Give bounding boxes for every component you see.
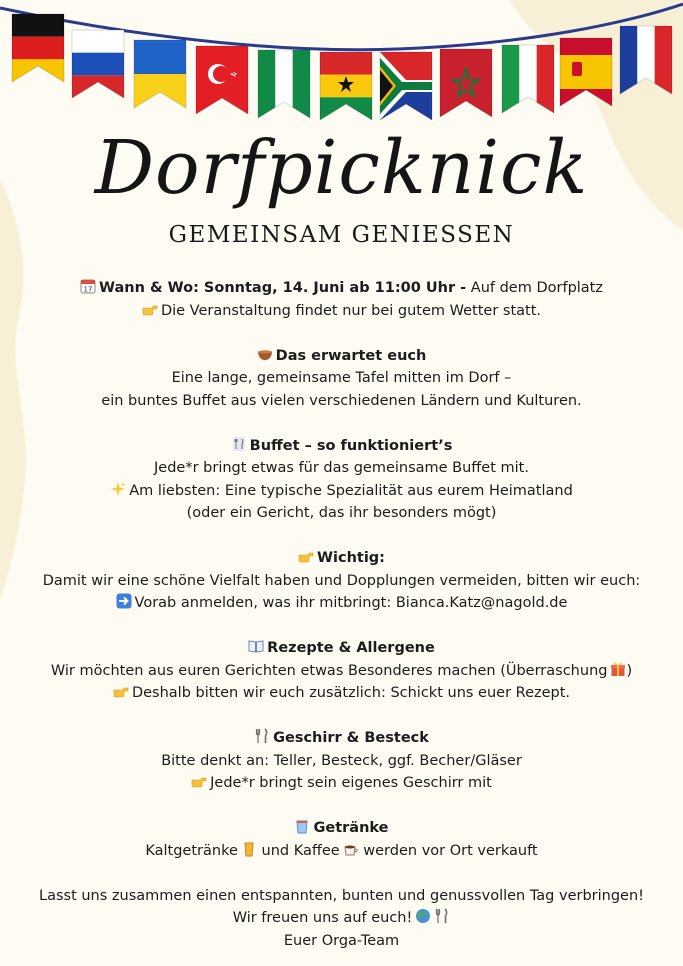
recipes-heading: Rezepte & Allergene — [267, 640, 435, 656]
drinks-line — [0, 840, 683, 863]
drinks-heading-line — [0, 817, 683, 840]
nigeria-flag — [258, 50, 310, 118]
dishes-heading-line — [0, 727, 683, 750]
ghana-flag — [320, 52, 372, 120]
globe-icon — [415, 908, 431, 924]
coffee-icon — [343, 841, 359, 857]
important-heading: Wichtig: — [317, 550, 385, 566]
dishes-heading: Geschirr & Besteck — [273, 730, 429, 746]
buffet-specialty: Am liebsten: Eine typische Spezialität aus eurem Heimatland — [129, 482, 573, 499]
open-book-icon — [248, 638, 264, 654]
france-flag — [620, 26, 672, 94]
recipes-line-1 — [0, 660, 683, 683]
drinks-cold: Kaltgetränke — [145, 842, 238, 859]
when-label: Wann & Wo: Sonntag, 14. Juni ab 11:00 Uhr - — [99, 280, 467, 296]
russia-flag — [72, 30, 124, 98]
dishes-note: Jede*r bringt sein eigenes Geschirr mit — [210, 775, 492, 791]
turkey-flag — [196, 46, 248, 114]
dishes-line-1: Bitte denkt an: Teller, Besteck, ggf. Becher/Gläser — [161, 752, 522, 769]
juice-glass-icon — [241, 841, 257, 857]
pointing-hand-icon — [113, 683, 129, 699]
drinks-heading: Getränke — [313, 820, 389, 836]
flag-bunting — [0, 0, 683, 120]
drinks-sold: werden vor Ort verkauft — [358, 842, 538, 859]
closing-line-3: Euer Orga-Team — [283, 932, 400, 949]
invitation-text — [0, 277, 683, 952]
expect-heading: Das erwartet euch — [275, 347, 427, 364]
south-africa-flag — [380, 52, 432, 120]
expect-line-2: ein buntes Buffet aus vielen verschiedenen Ländern und Kulturen. — [101, 392, 582, 409]
expect-line-1: Eine lange, gemeinsame Tafel mitten im Dorf – — [171, 370, 512, 386]
when-line — [0, 277, 683, 300]
germany-flag — [12, 14, 64, 82]
fork-knife-icon — [434, 908, 450, 924]
svg-text:17: 17 — [83, 285, 93, 294]
closing-greeting: Wir freuen uns auf euch! — [232, 910, 413, 926]
recipes-paren: ) — [626, 662, 633, 679]
sparkles-icon — [110, 481, 126, 497]
bowl-icon — [257, 346, 273, 362]
page-title: Dorfpicknick — [94, 125, 589, 211]
fork-knife-icon — [254, 728, 270, 744]
buffet-line-1: Jede*r bringt etwas für das gemeinsame Buffet mit. — [154, 460, 529, 476]
buffet-heading-line — [0, 435, 683, 458]
pointing-hand-icon — [191, 773, 207, 789]
drinks-coffee: und Kaffee — [256, 842, 340, 859]
expect-heading-line — [0, 345, 683, 368]
pointing-hand-icon — [142, 301, 158, 317]
recipes-heading-line — [0, 637, 683, 660]
dishes-line-2 — [0, 772, 683, 795]
recipes-request: Deshalb bitten wir euch zusätzlich: Schickt uns euer Rezept. — [131, 685, 571, 701]
register-note: Vorab anmelden, was ihr mitbringt: Bianca.Katz@nagold.de — [134, 595, 568, 611]
ukraine-flag — [134, 40, 186, 108]
recipes-surprise-text: Wir möchten aus euren Gerichten etwas Besonderes machen (Überraschung — [50, 662, 608, 679]
closing-line-1: Lasst uns zusammen einen entspannten, bunten und genussvollen Tag verbringen! — [39, 887, 644, 904]
cup-icon — [294, 818, 310, 834]
gift-icon — [610, 661, 626, 677]
morocco-flag — [440, 49, 492, 117]
important-heading-line — [0, 547, 683, 570]
right-arrow-icon — [116, 593, 132, 609]
italy-flag — [502, 45, 554, 113]
when-place: Auf dem Dorfplatz — [466, 280, 603, 296]
spain-flag — [560, 38, 612, 106]
weather-line — [0, 300, 683, 323]
buffet-heading: Buffet – so funktioniert’s — [249, 437, 453, 454]
weather-note: Die Veranstaltung findet nur bei gutem Wetter statt. — [160, 302, 542, 319]
recipes-line-2 — [0, 682, 683, 705]
calendar-icon — [80, 278, 96, 294]
important-line-2 — [0, 592, 683, 615]
fork-knife-plate-icon — [231, 436, 247, 452]
pointing-hand-icon — [298, 548, 314, 564]
closing-line-2 — [0, 907, 683, 930]
buffet-line-3: (oder ein Gericht, das ihr besonders mögt) — [186, 505, 497, 521]
page-subtitle: GEMEINSAM GENIESSEN — [168, 222, 515, 248]
important-line-1: Damit wir eine schöne Vielfalt haben und Dopplungen vermeiden, bitten wir euch: — [42, 572, 641, 589]
buffet-line-2 — [0, 480, 683, 503]
